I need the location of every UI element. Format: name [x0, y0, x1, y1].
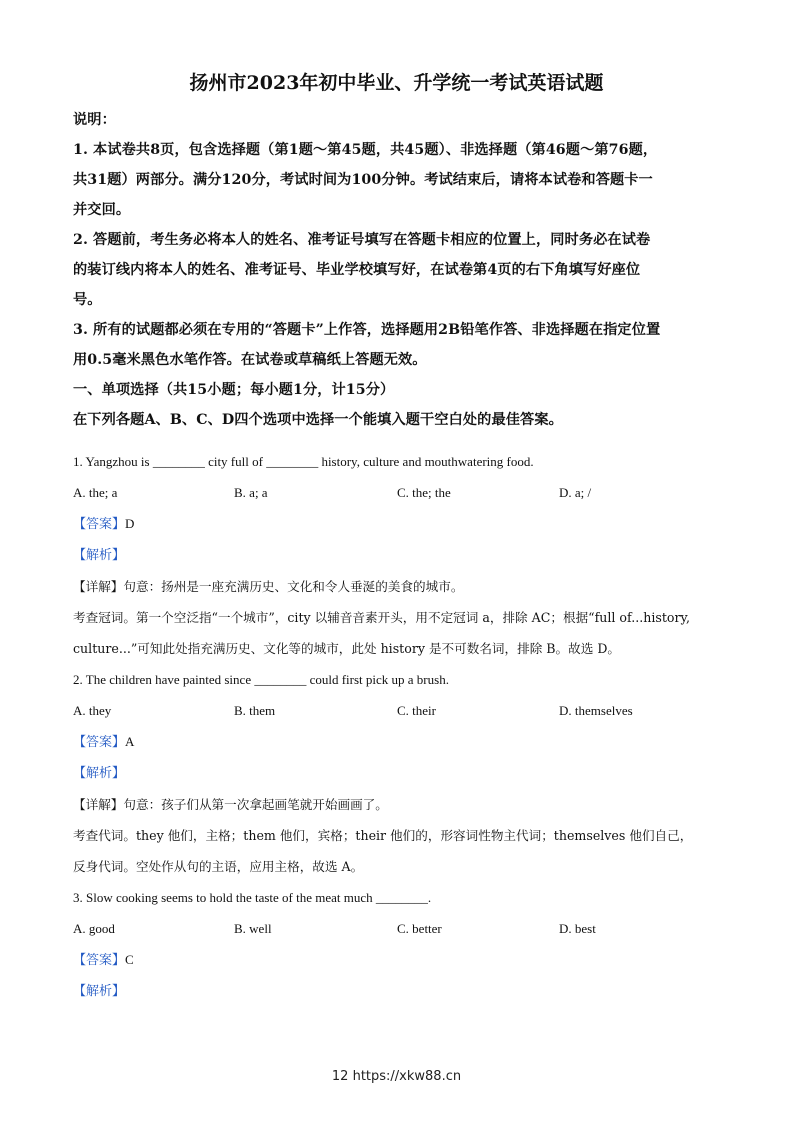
notes-line: 的装订线内将本人的姓名、准考证号、毕业学校填写好，在试卷第4页的右下角填写好座位 — [73, 262, 641, 278]
answer-value: C — [125, 952, 134, 967]
detail-line — [73, 571, 723, 602]
option-a: A. good — [73, 921, 115, 936]
option-b: B. them — [234, 703, 276, 718]
section-heading: 一、单项选择（共15小题；每小题1分，计15分） — [73, 382, 395, 398]
answer-label: 【答案】 — [73, 953, 126, 968]
analysis-line — [73, 540, 723, 571]
detail-line — [73, 789, 723, 820]
notes-line: 并交回。 — [73, 202, 131, 218]
answer-value: A — [125, 734, 135, 749]
question-options — [73, 695, 723, 726]
answer-line — [73, 508, 723, 540]
detail-label: 【详解】 — [73, 579, 124, 594]
option-c: C. better — [397, 921, 442, 936]
detail-text: 句意：孩子们从第一次拿起画笔就开始画画了。 — [123, 797, 388, 812]
explanation-line: 考查代词。they 他们，主格；them 他们，宾格；their 他们的，形容词性物主代词；themselves 他们自己， — [73, 828, 693, 843]
answer-label: 【答案】 — [73, 735, 126, 750]
option-b: B. a; a — [234, 485, 268, 500]
answer-value: D — [125, 516, 135, 531]
option-d: D. a; / — [559, 485, 592, 500]
option-c: C. the; the — [397, 485, 451, 500]
explanation-line: 反身代词。空处作从句的主语，应用主格，故选 A。 — [73, 859, 364, 874]
analysis-line — [73, 976, 723, 1007]
detail-text: 句意：扬州是一座充满历史、文化和令人垂涎的美食的城市。 — [123, 579, 464, 594]
analysis-label: 【解析】 — [73, 984, 126, 999]
detail-label: 【详解】 — [73, 797, 124, 812]
notes-line: 号。 — [73, 292, 102, 308]
notes-line: 3. 所有的试题都必须在专用的“答题卡”上作答，选择题用2B铅笔作答、非选择题在指定位置 — [73, 322, 661, 338]
page-title: 扬州市2023年初中毕业、升学统一考试英语试题 — [189, 72, 604, 94]
analysis-label: 【解析】 — [73, 766, 126, 781]
explanation-line: culture...”可知此处指充满历史、文化等的城市，此处 history 是不可数名词，排除 B。故选 D。 — [73, 641, 621, 656]
question-stem: 3. Slow cooking seems to hold the taste of the meat much ________. — [73, 890, 432, 905]
answer-line — [73, 944, 723, 976]
option-d: D. themselves — [559, 703, 633, 718]
questions-section — [73, 446, 723, 1007]
section-instruction: 在下列各题A、B、C、D四个选项中选择一个能填入题干空白处的最佳答案。 — [73, 412, 563, 428]
notes-section — [73, 105, 723, 435]
option-a: A. the; a — [73, 485, 118, 500]
analysis-label: 【解析】 — [73, 548, 126, 563]
notes-line: 用0.5毫米黑色水笔作答。在试卷或草稿纸上答题无效。 — [73, 352, 427, 368]
notes-line: 2. 答题前，考生务必将本人的姓名、准考证号填写在答题卡相应的位置上，同时务必在试卷 — [73, 232, 651, 248]
explanation-line: 考查冠词。第一个空泛指“一个城市”，city 以辅音音素开头，用不定冠词 a，排除 AC；根据“full of...history, — [73, 610, 690, 625]
question-options — [73, 477, 723, 508]
page-footer: 12 https://xkw88.cn — [331, 1069, 462, 1084]
question-options — [73, 913, 723, 944]
option-c: C. their — [397, 703, 436, 718]
notes-heading: 说明： — [73, 112, 116, 128]
answer-label: 【答案】 — [73, 517, 126, 532]
option-d: D. best — [559, 921, 596, 936]
option-b: B. well — [234, 921, 272, 936]
option-a: A. they — [73, 703, 112, 718]
notes-line: 共31题）两部分。满分120分，考试时间为100分钟。考试结束后，请将本试卷和答题卡一 — [73, 172, 653, 188]
notes-line: 1. 本试卷共8页，包含选择题（第1题～第45题，共45题）、非选择题（第46题～第76题， — [73, 142, 658, 158]
answer-line — [73, 726, 723, 758]
analysis-line — [73, 758, 723, 789]
question-stem: 1. Yangzhou is ________ city full of ________ history, culture and mouthwatering food. — [73, 454, 534, 469]
question-stem: 2. The children have painted since ________ could first pick up a brush. — [73, 672, 449, 687]
